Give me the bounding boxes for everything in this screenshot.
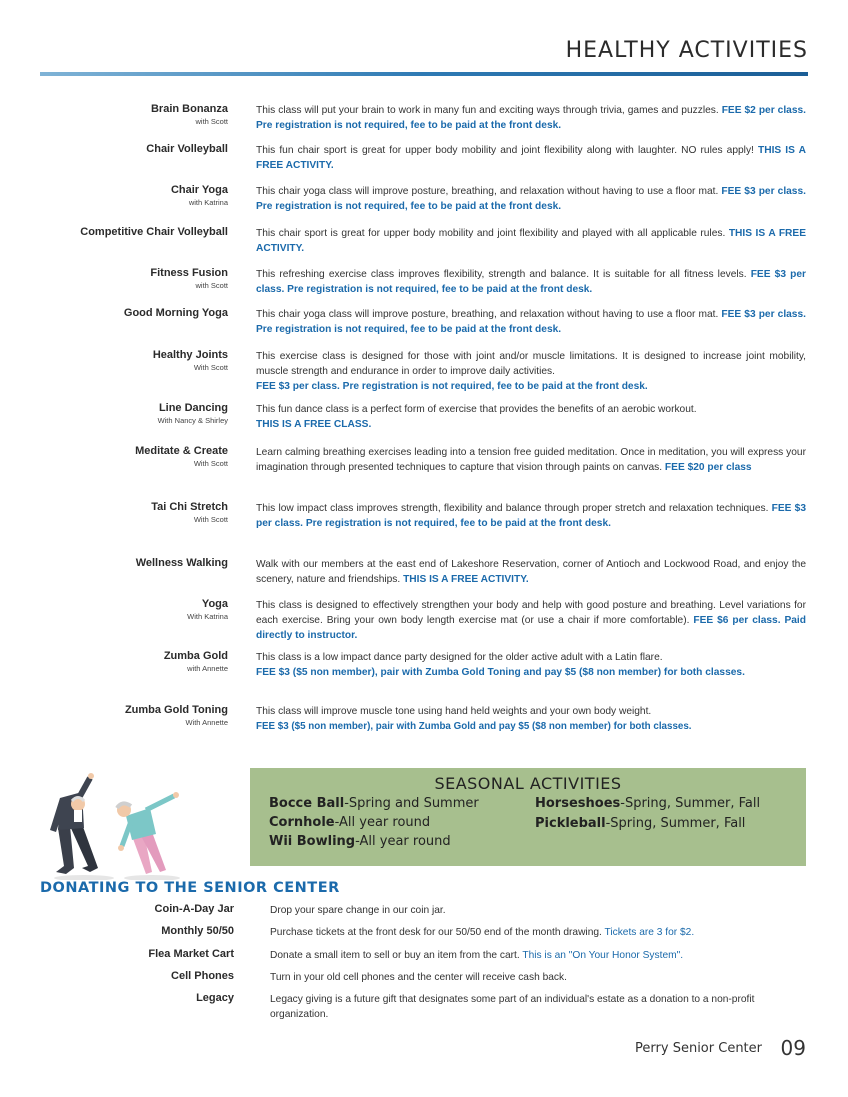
- activity-name: Zumba Gold: [163, 650, 228, 662]
- activity-description: This fun dance class is a perfect form of exercise that provides the benefits of an aerobic workout. THIS IS A FREE CLASS.: [256, 404, 697, 430]
- activity-name: Yoga: [201, 598, 228, 610]
- seasonal-activities-box: [250, 768, 806, 866]
- seasonal-item: Horseshoes-Spring, Summer, Fall: [535, 796, 761, 811]
- activity-fee: FEE $3 per class. Pre registration is not required, fee to be paid at the front desk.: [256, 503, 806, 529]
- donation-label: Cell Phones: [171, 970, 234, 982]
- activity-description: This exercise class is designed for those with joint and/or muscle limitations. It is designed to increase joint mobility, muscle strength and endurance in order to improve daily activities. FEE $3 per class. Pre registration is not required, fee to be paid at the front desk.: [256, 351, 806, 392]
- donation-note: Tickets are 3 for $2.: [604, 927, 695, 938]
- donation-description: Turn in your old cell phones and the center will receive cash back.: [270, 972, 567, 983]
- activity-description: This class is designed to effectively strengthen your body and help with good posture and breathing. Level variations for each exercise. Bring your own body length exercise mat (or use a chair if more comfortable). FEE $6 per class. Paid directly to instructor.: [256, 600, 806, 641]
- donation-label: Flea Market Cart: [148, 948, 234, 960]
- activity-description: This refreshing exercise class improves flexibility, strength and balance. It is suitable for all fitness levels. FEE $3 per class. Pre registration is not required, fee to be paid at the front desk.: [256, 269, 806, 295]
- activity-fee: THIS IS A FREE ACTIVITY.: [256, 145, 806, 171]
- activity-instructor: with Scott: [195, 117, 228, 126]
- donation-description: Drop your spare change in our coin jar.: [270, 905, 446, 916]
- donation-label: Coin-A-Day Jar: [154, 903, 234, 915]
- activity-instructor: With Scott: [193, 459, 228, 468]
- seasonal-item: Bocce Ball-Spring and Summer: [269, 796, 479, 811]
- activity-description: This class is a low impact dance party designed for the older active adult with a Latin flare. FEE $3 ($5 non member), pair with Zumba Gold Toning and pay $5 ($8 non member) for both classes.: [256, 652, 745, 678]
- donation-label: Legacy: [196, 992, 234, 1004]
- donation-description: Donate a small item to sell or buy an item from the cart. This is an "On Your Honor System".: [270, 950, 684, 961]
- activity-description: Walk with our members at the east end of Lakeshore Reservation, corner of Antioch and Lockwood Road, and enjoy the scenery, nature and friendships. THIS IS A FREE ACTIVITY.: [256, 559, 806, 585]
- activity-fee: FEE $3 per class. Pre registration is not required, fee to be paid at the front desk.: [256, 186, 806, 212]
- activity-name: Wellness Walking: [135, 557, 228, 569]
- activity-instructor: With Annette: [185, 718, 228, 727]
- page-number: 09: [780, 1036, 806, 1060]
- activity-description: This fun chair sport is great for upper body mobility and joint flexibility along with laughter. NO rules apply! THIS IS A FREE ACTIVITY.: [256, 145, 806, 171]
- title-divider: [40, 72, 808, 76]
- activity-name: Tai Chi Stretch: [151, 501, 228, 513]
- activity-name: Fitness Fusion: [150, 267, 228, 279]
- activity-name: Chair Volleyball: [146, 143, 228, 155]
- activity-instructor: With Scott: [193, 363, 228, 372]
- seasonal-item: Wii Bowling-All year round: [269, 834, 451, 849]
- activity-fee: FEE $3 ($5 non member), pair with Zumba Gold Toning and pay $5 ($8 non member) for both classes.: [256, 667, 745, 678]
- seasonal-item: Cornhole-All year round: [269, 815, 431, 830]
- activity-name: Brain Bonanza: [150, 103, 228, 115]
- activity-name: Zumba Gold Toning: [124, 704, 228, 716]
- activity-fee: FEE $3 per class. Pre registration is not required, fee to be paid at the front desk.: [256, 381, 648, 392]
- activity-fee: FEE $3 per class. Pre registration is not required, fee to be paid at the front desk.: [256, 309, 806, 335]
- activity-description: Learn calming breathing exercises leading into a tension free guided meditation. Once in meditation, you will express your imagination through presented techniques to capture that vision through paints on canvas. FEE $20 per class: [256, 447, 806, 473]
- activity-fee: FEE $3 ($5 non member), pair with Zumba Gold and pay $5 ($8 non member) for both classes.: [256, 721, 692, 732]
- activity-instructor: With Katrina: [187, 612, 228, 621]
- activity-name: Chair Yoga: [170, 184, 228, 196]
- activity-description: This chair yoga class will improve posture, breathing, and relaxation without having to use a floor mat. FEE $3 per class. Pre registration is not required, fee to be paid at the front desk.: [256, 309, 806, 335]
- donation-description: Legacy giving is a future gift that designates some part of an individual's estate as a donation to a non-profit organization.: [270, 994, 755, 1020]
- seasonal-item: Pickleball-Spring, Summer, Fall: [535, 816, 746, 831]
- activity-name: Healthy Joints: [152, 349, 228, 361]
- activity-instructor: with Annette: [187, 664, 228, 673]
- activity-fee: FEE $20 per class: [664, 462, 752, 473]
- activity-description: This class will improve muscle tone using hand held weights and your own body weight. FEE $3 ($5 non member), pair with Zumba Gold and pay $5 ($8 non member) for both classes.: [256, 706, 692, 732]
- activity-fee: FEE $6 per class. Paid directly to instructor.: [256, 615, 806, 641]
- donation-note: This is an "On Your Honor System".: [522, 950, 684, 961]
- donation-label: Monthly 50/50: [161, 925, 234, 937]
- activity-description: This chair yoga class will improve posture, breathing, and relaxation without having to use a floor mat. FEE $3 per class. Pre registration is not required, fee to be paid at the front desk.: [256, 186, 806, 212]
- activity-instructor: with Scott: [195, 281, 228, 290]
- activity-name: Competitive Chair Volleyball: [80, 226, 228, 238]
- activity-fee: FEE $3 per class. Pre registration is not required, fee to be paid at the front desk.: [256, 269, 806, 295]
- activity-name: Meditate & Create: [135, 445, 228, 457]
- activity-instructor: With Scott: [193, 515, 228, 524]
- donation-description: Purchase tickets at the front desk for our 50/50 end of the month drawing. Tickets are 3 for $2.: [270, 927, 695, 938]
- seasonal-title: SEASONAL ACTIVITIES: [434, 774, 622, 793]
- footer-center-name: Perry Senior Center: [635, 1041, 762, 1056]
- activity-name: Line Dancing: [158, 402, 228, 414]
- activity-instructor: With Nancy & Shirley: [157, 416, 228, 425]
- stretching-seniors-illustration: [42, 768, 242, 880]
- activity-fee: THIS IS A FREE ACTIVITY.: [403, 574, 529, 585]
- activity-fee: THIS IS A FREE ACTIVITY.: [256, 228, 806, 254]
- activity-fee: THIS IS A FREE CLASS.: [256, 419, 372, 430]
- page-title: HEALTHY ACTIVITIES: [565, 38, 808, 63]
- activity-description: This class will put your brain to work in many fun and exciting ways through trivia, games and puzzles. FEE $2 per class. Pre registration is not required, fee to be paid at the front desk.: [256, 105, 806, 131]
- activity-instructor: with Katrina: [188, 198, 228, 207]
- activity-description: This chair sport is great for upper body mobility and joint flexibility and played with all applicable rules. THIS IS A FREE ACTIVITY.: [256, 228, 806, 254]
- activity-description: This low impact class improves strength, flexibility and balance through proper stretch and relaxation techniques. FEE $3 per class. Pre registration is not required, fee to be paid at the front desk.: [256, 503, 806, 529]
- activity-name: Good Morning Yoga: [123, 307, 228, 319]
- activity-fee: FEE $2 per class. Pre registration is not required, fee to be paid at the front desk.: [256, 105, 806, 131]
- donating-section-title: DONATING TO THE SENIOR CENTER: [40, 880, 340, 896]
